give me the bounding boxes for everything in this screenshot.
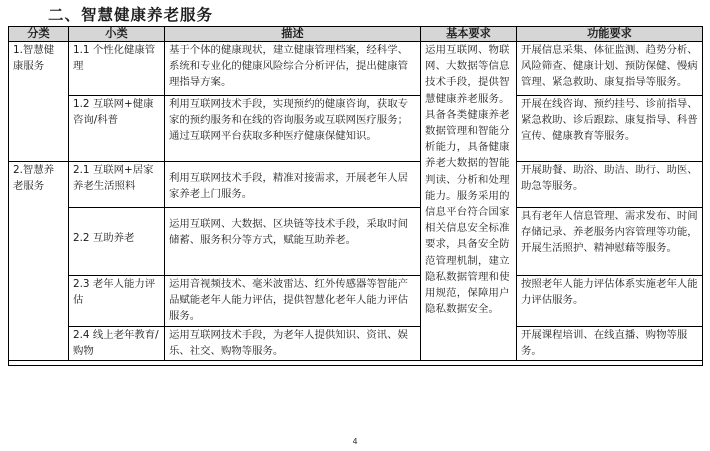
function-cell: 开展在线咨询、预约挂号、诊前指导、紧急救助、诊后跟踪、康复指导、科普宣传、健康教育等服务。	[517, 96, 703, 162]
header-subcategory: 小类	[69, 27, 165, 42]
subcategory-cell: 1.2 互联网+健康咨询/科普	[69, 96, 165, 162]
service-table	[8, 26, 703, 366]
table-row	[9, 96, 703, 162]
header-function-requirements: 功能要求	[517, 27, 703, 42]
category-cell: 1.智慧健康服务	[9, 42, 69, 162]
header-basic-requirements: 基本要求	[421, 27, 517, 42]
basic-requirements-cell: 运用互联网、物联网、大数据等信息技术手段，提供智慧健康养老服务。具备各类健康养老数据管理和智能分析能力，具备健康养老大数据的智能判读、分析和处理能力。服务采用的信息平台符合国家相关信息安全标准要求，具备安全防范管理机制，建立隐私数据管理和使用规范，保障用户隐私数据安全。	[421, 42, 517, 361]
subcategory-cell: 2.4 线上老年教育/购物	[69, 327, 165, 361]
section-title: 二、智慧健康养老服务	[48, 6, 214, 24]
page-number: 4	[352, 437, 358, 446]
header-description: 描述	[165, 27, 421, 42]
function-cell: 按照老年人能力评估体系实施老年人能力评估服务。	[517, 276, 703, 327]
table-spacer-row	[9, 361, 703, 366]
function-cell: 开展课程培训、在线直播、购物等服务。	[517, 327, 703, 361]
category-cell: 2.智慧养老服务	[9, 162, 69, 361]
subcategory-cell: 1.1 个性化健康管理	[69, 42, 165, 96]
description-cell: 运用互联网技术手段，为老年人提供知识、资讯、娱乐、社交、购物等服务。	[165, 327, 421, 361]
subcategory-cell: 2.1 互联网+居家养老生活照料	[69, 162, 165, 208]
description-cell: 利用互联网技术手段，实现预约的健康咨询，获取专家的预约服务和在线的咨询服务或互联网医疗服务；通过互联网平台获取多种医疗健康保健知识。	[165, 96, 421, 162]
header-category: 分类	[9, 27, 69, 42]
subcategory-cell: 2.2 互助养老	[69, 208, 165, 276]
table-row	[9, 162, 703, 208]
table-row	[9, 208, 703, 276]
function-cell: 具有老年人信息管理、需求发布、时间存储记录、养老服务内容管理等功能，开展生活照护、精神慰藉等服务。	[517, 208, 703, 276]
table-header-row	[9, 27, 703, 42]
subcategory-cell: 2.3 老年人能力评估	[69, 276, 165, 327]
table-spacer	[9, 361, 703, 366]
description-cell: 运用互联网、大数据、区块链等技术手段，采取时间储蓄、服务积分等方式，赋能互助养老。	[165, 208, 421, 276]
function-cell: 开展信息采集、体征监测、趋势分析、风险筛查、健康计划、预防保健、慢病管理、紧急救助、康复指导等服务。	[517, 42, 703, 96]
table-row	[9, 42, 703, 96]
description-cell: 运用音视频技术、毫米波雷达、红外传感器等智能产品赋能老年人能力评估，提供智慧化老年人能力评估服务。	[165, 276, 421, 327]
function-cell: 开展助餐、助浴、助洁、助行、助医、助急等服务。	[517, 162, 703, 208]
table-row	[9, 327, 703, 361]
description-cell: 基于个体的健康现状，建立健康管理档案，经科学、系统和专业化的健康风险综合分析评估，提出健康管理指导方案。	[165, 42, 421, 96]
table-row	[9, 276, 703, 327]
description-cell: 利用互联网技术手段，精准对接需求，开展老年人居家养老上门服务。	[165, 162, 421, 208]
